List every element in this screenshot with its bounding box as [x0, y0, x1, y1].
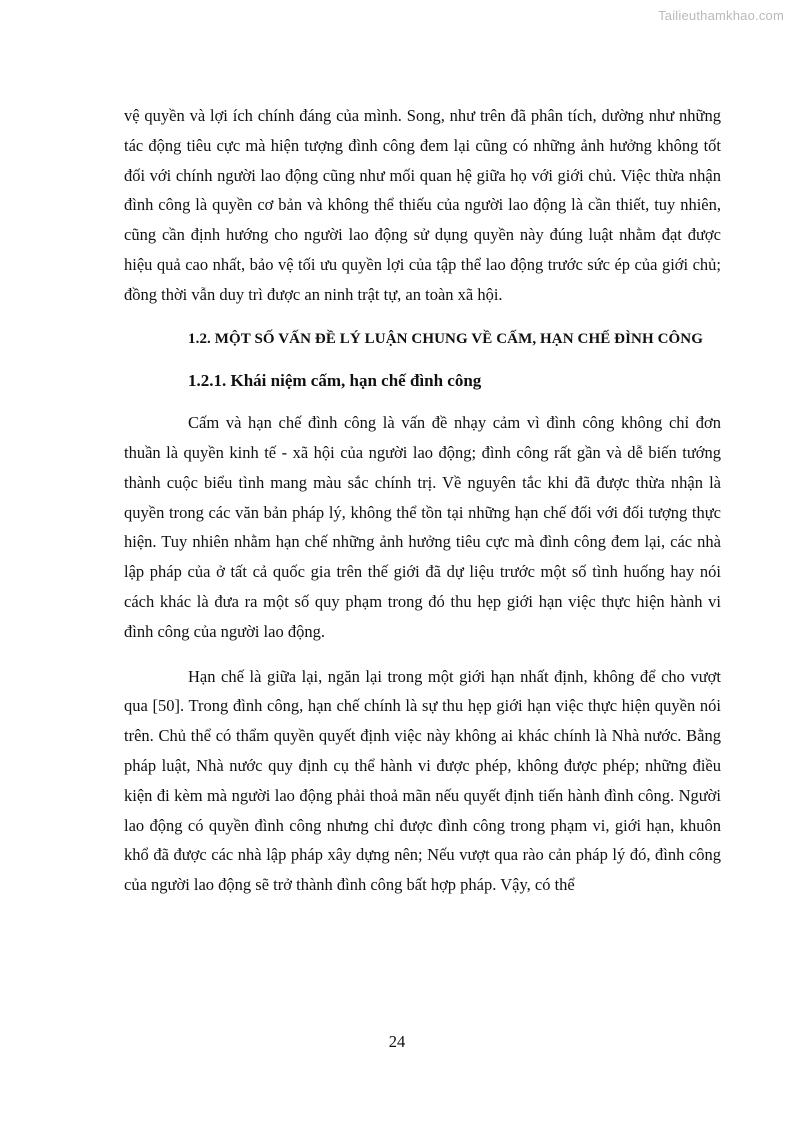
watermark-text: Tailieuthamkhao.com: [658, 8, 784, 23]
paragraph-concept: Cấm và hạn chế đình công là vấn đề nhạy cảm vì đình công không chỉ đơn thuần là quyền kinh tế - xã hội của người lao động; đình công rất gần và dễ biến tướng thành cuộc biểu tình mang màu sắc chính trị. Về nguyên tắc khi đã được thừa nhận là quyền trong các văn bản pháp lý, không thể tồn tại những hạn chế đối với đối tượng thực hiện. Tuy nhiên nhằm hạn chế những ảnh hưởng tiêu cực mà đình công đem lại, các nhà lập pháp của ở tất cả quốc gia trên thế giới đã dự liệu trước một số tình huống hay nói cách khác là đưa ra một số quy phạm trong đó thu hẹp giới hạn việc thực hiện hành vi đình công của người lao động.: [124, 413, 721, 641]
section-heading: 1.2. MỘT SỐ VẤN ĐỀ LÝ LUẬN CHUNG VỀ CẤM, HẠN CHẾ ĐÌNH CÔNG: [188, 330, 704, 347]
paragraph-definition: Hạn chế là giữa lại, ngăn lại trong một giới hạn nhất định, không để cho vượt qua [50]. Trong đình công, hạn chế chính là sự thu hẹp giới hạn việc thực hiện quyền nói trên. Chủ thể có thẩm quyền quyết định việc này không ai khác chính là Nhà nước. Bằng pháp luật, Nhà nước quy định cụ thể hành vi được phép, không được phép; những điều kiện đi kèm mà người lao động phải thoả mãn nếu quyết định tiến hành đình công. Người lao động có quyền đình công nhưng chỉ được đình công trong phạm vi, giới hạn, khuôn khổ đã được các nhà lập pháp xây dựng nên; Nếu vượt qua rào cản pháp lý đó, đình công của người lao động sẽ trở thành đình công bất hợp pháp. Vậy, có thể: [124, 666, 721, 895]
subsection-heading: 1.2.1. Khái niệm cấm, hạn chế đình công: [188, 371, 482, 391]
page-number: 24: [388, 1032, 406, 1051]
page-content: [124, 101, 721, 915]
paragraph-continuation: vệ quyền và lợi ích chính đáng của mình. Song, như trên đã phân tích, dường như những tác động tiêu cực mà hiện tượng đình công đem lại cũng có những ảnh hưởng không tốt đối với chính người lao động cũng như mối quan hệ giữa họ với giới chủ. Việc thừa nhận đình công là quyền cơ bản và không thể thiếu của người lao động là cần thiết, tuy nhiên, cũng cần định hướng cho người lao động sử dụng quyền này đúng luật nhằm đạt được hiệu quả cao nhất, bảo vệ tối ưu quyền lợi của tập thể lao động trước sức ép của giới chủ; đồng thời vẫn duy trì được an ninh trật tự, an toàn xã hội.: [124, 106, 721, 304]
